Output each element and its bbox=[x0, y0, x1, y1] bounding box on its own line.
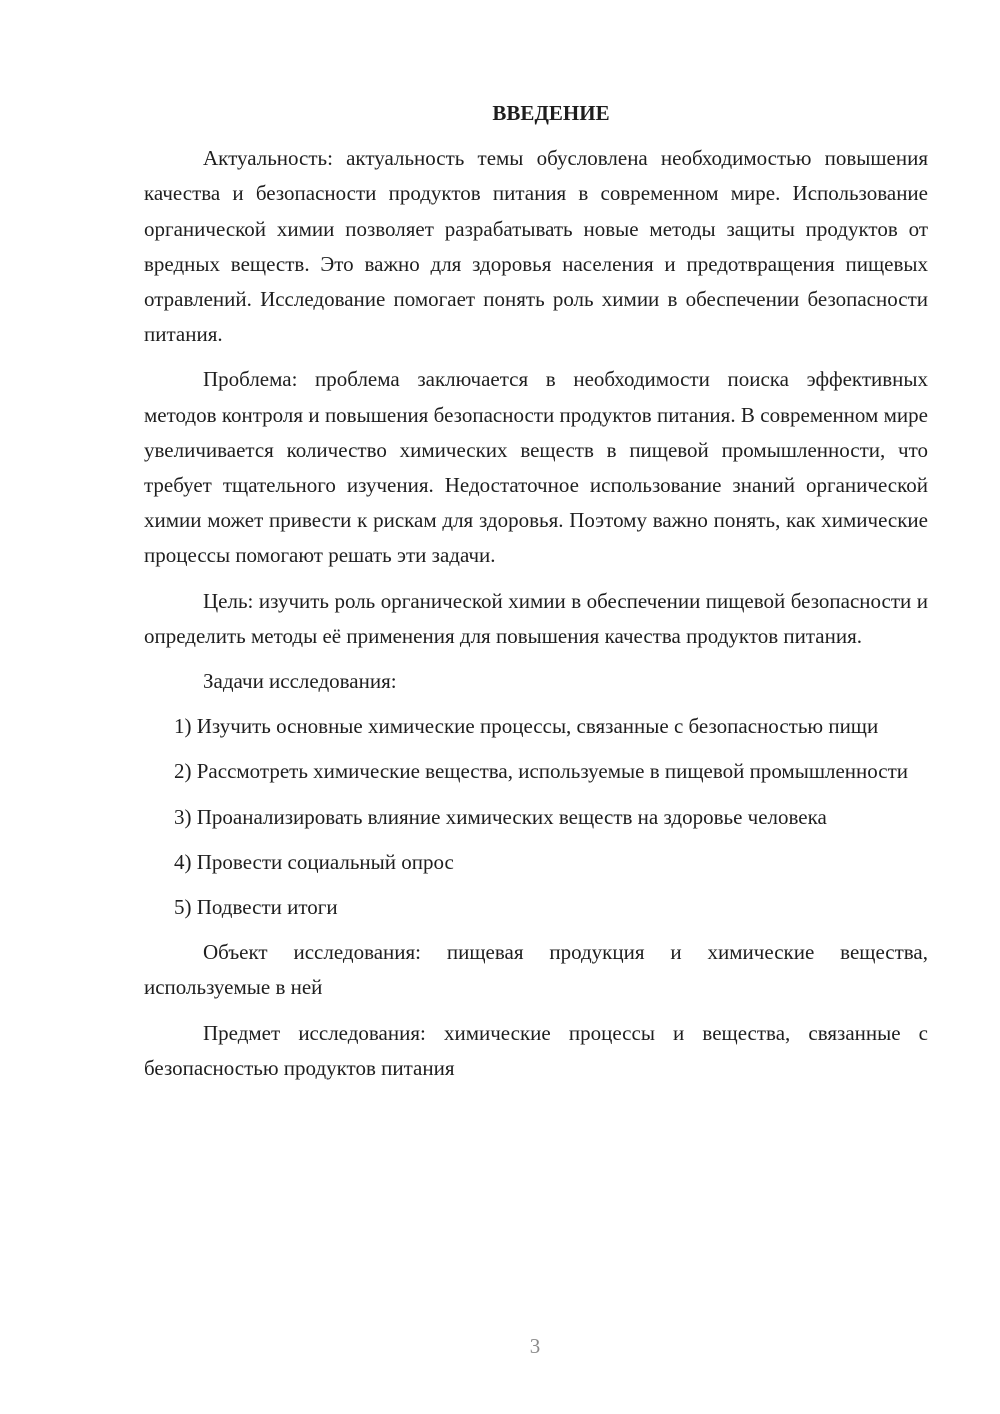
tasks-heading: Задачи исследования: bbox=[203, 669, 397, 694]
task-item-5: 5) Подвести итоги bbox=[174, 895, 338, 920]
paragraph-goal: Цель: изучить роль органической химии в обеспечении пищевой безопасности и определить методы её применения для повышения качества продуктов питания. bbox=[144, 588, 928, 648]
page-title: ВВЕДЕНИЕ bbox=[492, 101, 610, 125]
task-item-4: 4) Провести социальный опрос bbox=[174, 849, 454, 874]
paragraph-subject: Предмет исследования: химические процессы и вещества, связанные с безопасностью продуктов питания bbox=[144, 1020, 928, 1080]
paragraph-problem: Проблема: проблема заключается в необходимости поиска эффективных методов контроля и повышения безопасности продуктов питания. В современном мире увеличивается количество химических веществ в пищевой промышленности, что требует тщательного изучения. Недостаточное использование знаний органической химии может привести к рискам для здоровья. Поэтому важно понять, как химические процессы помогают решать эти задачи. bbox=[144, 367, 928, 568]
task-item-2: 2) Рассмотреть химические вещества, используемые в пищевой промышленности bbox=[174, 759, 909, 784]
page-number: 3 bbox=[529, 1334, 541, 1358]
document-page bbox=[144, 96, 928, 1096]
paragraph-object: Объект исследования: пищевая продукция и химические вещества, используемые в ней bbox=[144, 940, 928, 1000]
task-item-3: 3) Проанализировать влияние химических веществ на здоровье человека bbox=[174, 804, 827, 829]
task-item-1: 1) Изучить основные химические процессы, связанные с безопасностью пищи bbox=[174, 714, 879, 739]
paragraph-relevance: Актуальность: актуальность темы обусловлена необходимостью повышения качества и безопасности продуктов питания в современном мире. Использование органической химии позволяет разрабатывать новые методы защиты продуктов от вредных веществ. Это важно для здоровья населения и предотвращения пищевых отравлений. Исследование помогает понять роль химии в обеспечении безопасности питания. bbox=[144, 146, 928, 347]
